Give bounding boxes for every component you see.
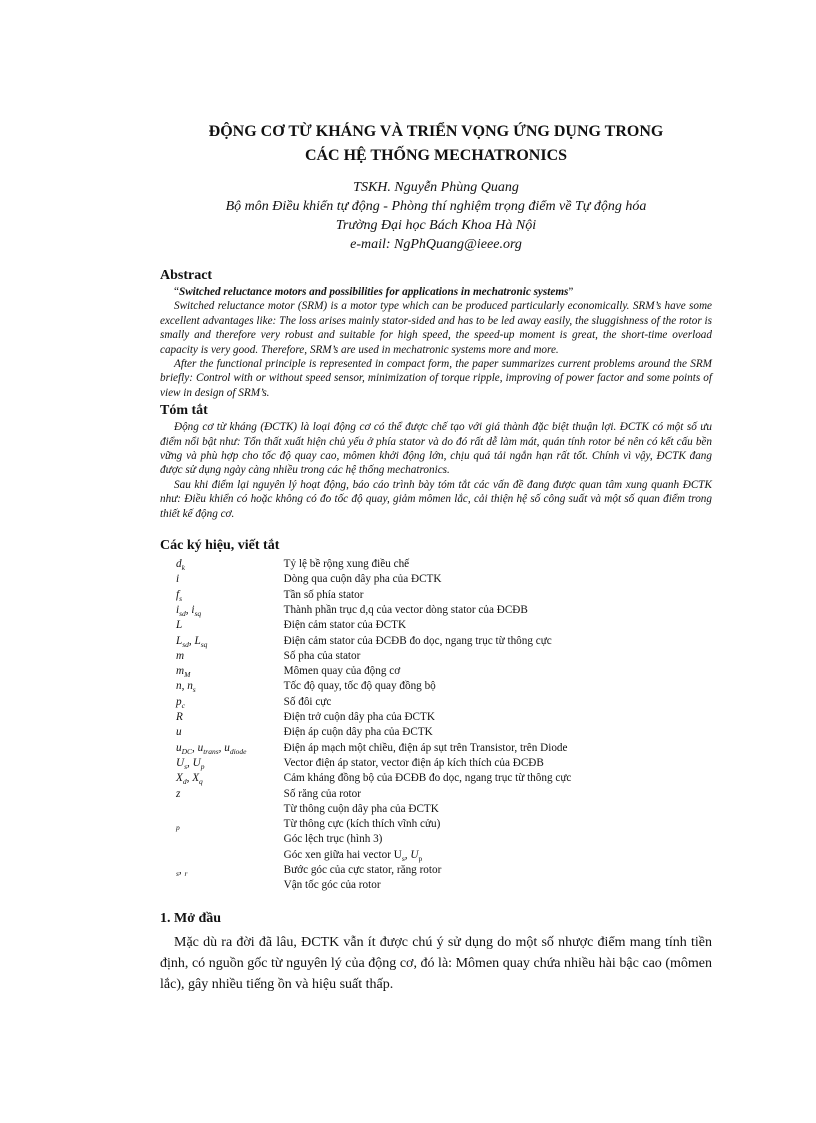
description-cell: Điện áp mạch một chiều, điện áp sụt trên Transistor, trên Diode <box>283 741 568 754</box>
abstract-heading: Abstract <box>160 268 213 283</box>
author-department: Bộ môn Điều khiển tự động - Phòng thí nghiệm trọng điểm về Tự động hóa <box>225 199 647 214</box>
description-cell: Thành phần trục d,q của vector dòng stator của ĐCĐB <box>283 603 528 616</box>
symbol-cell: R <box>176 711 183 724</box>
symbol-row <box>176 863 712 878</box>
description-cell: Điện áp cuộn dây pha của ĐCTK <box>283 726 433 739</box>
symbol-row <box>176 848 712 863</box>
symbol-cell: $p_c$ <box>176 695 185 710</box>
symbol-cell: p <box>176 823 180 833</box>
description-cell: Góc lệch trục (hình 3) <box>283 833 383 846</box>
description-cell: Điện cảm stator của ĐCĐB đo dọc, ngang trục từ thông cực <box>283 634 552 647</box>
intro-heading: 1. Mở đầu <box>160 910 222 926</box>
paper-title <box>160 120 712 168</box>
description-cell: Dòng qua cuộn dây pha của ĐCTK <box>283 573 442 586</box>
symbols-section <box>160 537 712 894</box>
description-cell: Điện trở cuộn dây pha của ĐCTK <box>283 711 435 724</box>
symbol-row <box>176 710 712 725</box>
abstract-paragraph-2: After the functional principle is represented in compact form, the paper summarizes current problems around the SRM briefly: Control with or without speed sensor, minimization of torque ripple, improving of power factor and some points of view in design of SRM’s. <box>160 358 712 399</box>
description-cell: Vector điện áp stator, vector điện áp kích thích của ĐCĐB <box>283 756 544 769</box>
author-name: TSKH. Nguyễn Phùng Quang <box>353 180 519 195</box>
paper-page <box>160 120 712 995</box>
description-cell: Cảm kháng đồng bộ của ĐCĐB đo dọc, ngang trục từ thông cực <box>283 772 572 785</box>
symbol-row <box>176 588 712 603</box>
symbol-cell <box>176 878 284 893</box>
symbol-row <box>176 679 712 694</box>
symbol-cell: $i_{sd}$, $i_{sq}$ <box>176 603 202 619</box>
tomtat-section <box>160 402 712 521</box>
symbol-cell: $m_M$ <box>176 665 191 680</box>
symbol-row <box>176 832 712 847</box>
symbols-table <box>176 557 712 894</box>
symbol-row <box>176 787 712 802</box>
author-block <box>160 178 712 254</box>
symbol-row <box>176 725 712 740</box>
description-cell: Vận tốc góc của rotor <box>283 879 381 892</box>
symbol-row <box>176 771 712 786</box>
symbol-row <box>176 649 712 664</box>
symbol-cell <box>176 832 284 847</box>
title-line-2: CÁC HỆ THỐNG MECHATRONICS <box>304 147 568 164</box>
description-cell: Số pha của stator <box>283 649 361 662</box>
symbol-cell: $_s$, $_r$ <box>176 864 188 879</box>
symbol-row <box>176 695 712 710</box>
tomtat-paragraph-2: Sau khi điểm lại nguyên lý hoạt động, báo cáo trình bày tóm tắt các vấn đề đang được quan tâm xung quanh ĐCTK như: Điều khiển có hoặc không có đo tốc độ quay, giảm mômen lắc, cải thiện hệ số công suất và một số quan điểm trong thiết kế động cơ. <box>160 478 712 520</box>
description-cell: Tốc độ quay, tốc độ quay đồng bộ <box>283 680 436 693</box>
symbol-row <box>176 557 712 572</box>
description-cell: Tỷ lệ bề rộng xung điều chế <box>283 558 410 571</box>
symbol-cell: u <box>176 726 182 739</box>
symbol-row <box>176 756 712 771</box>
symbol-cell: $f_s$ <box>176 588 183 603</box>
abstract-paragraph-1: Switched reluctance motor (SRM) is a motor type which can be produced particularly economically. SRM’s have some excellent advantages like: The loss arises mainly stator-sided and has to be led away easily, the sluggishness of the rotor is smally and therefore very robust and suitable for high speed, the speed-up moment is great, the short-time overload capacity is very good. Therefore, SRM’s are used in mechatronic systems more and more. <box>160 300 712 356</box>
tomtat-heading: Tóm tắt <box>160 403 208 419</box>
symbol-row <box>176 618 712 633</box>
description-cell: Số đôi cực <box>283 695 332 708</box>
abstract-paper-title: “Switched reluctance motors and possibilities for applications in mechatronic systems” <box>174 286 574 298</box>
symbol-cell: m <box>176 649 185 662</box>
tomtat-paragraph-1: Động cơ từ kháng (ĐCTK) là loại động cơ có thể được chế tạo với giá thành đặc biệt thuận lợi. ĐCTK có một số ưu điểm nổi bật như: Tổn thất xuất hiện chủ yếu ở phía stator và do đó rất dễ làm mát, quán tính rotor bé nên có kết cấu bền vững và phù hợp cho tốc độ quay cao, mômen khởi động lớn, chịu quá tải ngắn hạn rất tốt. Chính vì vậy, ĐCTK đang được sử dụng ngày càng nhiều trong các hệ thống mechatronics. <box>160 421 712 477</box>
symbol-row <box>176 878 712 893</box>
symbol-row <box>176 741 712 756</box>
symbol-cell <box>176 848 284 863</box>
intro-paragraph-1: Mặc dù ra đời đã lâu, ĐCTK vẫn ít được chú ý sử dụng do một số nhược điểm mang tính tiền định, có nguồn gốc từ nguyên lý của động cơ, đó là: Mômen quay chứa nhiều hài bậc cao (mômen lắc), gây nhiều tiếng ồn và hiệu suất thấp. <box>160 934 712 992</box>
author-university: Trường Đại học Bách Khoa Hà Nội <box>335 218 537 233</box>
description-cell: Điện cảm stator của ĐCTK <box>283 619 407 632</box>
symbol-cell: i <box>176 573 180 586</box>
symbol-cell: $X_d$, $X_q$ <box>176 772 203 787</box>
symbol-cell <box>176 802 284 817</box>
symbol-cell: $L_{sd}$, $L_{sq}$ <box>176 634 208 649</box>
symbol-cell: n, $n_s$ <box>176 680 196 695</box>
description-cell: Từ thông cực (kích thích vĩnh cửu) <box>283 818 441 831</box>
symbol-row <box>176 634 712 649</box>
symbol-cell: z <box>176 787 181 800</box>
abstract-section <box>160 267 712 400</box>
symbol-cell: $U_s$, $U_p$ <box>176 756 205 772</box>
title-line-1: ĐỘNG CƠ TỪ KHÁNG VÀ TRIỂN VỌNG ỨNG DỤNG TRONG <box>208 123 664 140</box>
symbols-heading: Các ký hiệu, viết tắt <box>160 538 280 554</box>
description-cell: Tần số phía stator <box>283 588 364 601</box>
symbol-row <box>176 572 712 587</box>
description-cell: Từ thông cuộn dây pha của ĐCTK <box>283 802 439 815</box>
author-email: e-mail: NgPhQuang@ieee.org <box>350 237 522 252</box>
symbol-row <box>176 603 712 618</box>
symbol-row <box>176 802 712 817</box>
description-cell: Bước góc của cực stator, răng rotor <box>283 864 442 877</box>
description-cell: Mômen quay của động cơ <box>283 665 401 678</box>
description-cell: Góc xen giữa hai vector $U_s$, $U_p$ <box>283 848 423 863</box>
symbol-cell: $d_k$ <box>176 558 185 573</box>
symbol-cell: $u_{DC}$, $u_{trans}$, $u_{diode}$ <box>176 741 247 756</box>
symbol-row <box>176 817 712 832</box>
symbol-row <box>176 664 712 679</box>
description-cell: Số răng của rotor <box>283 787 361 800</box>
symbol-cell: L <box>176 619 183 632</box>
intro-section <box>160 910 712 995</box>
